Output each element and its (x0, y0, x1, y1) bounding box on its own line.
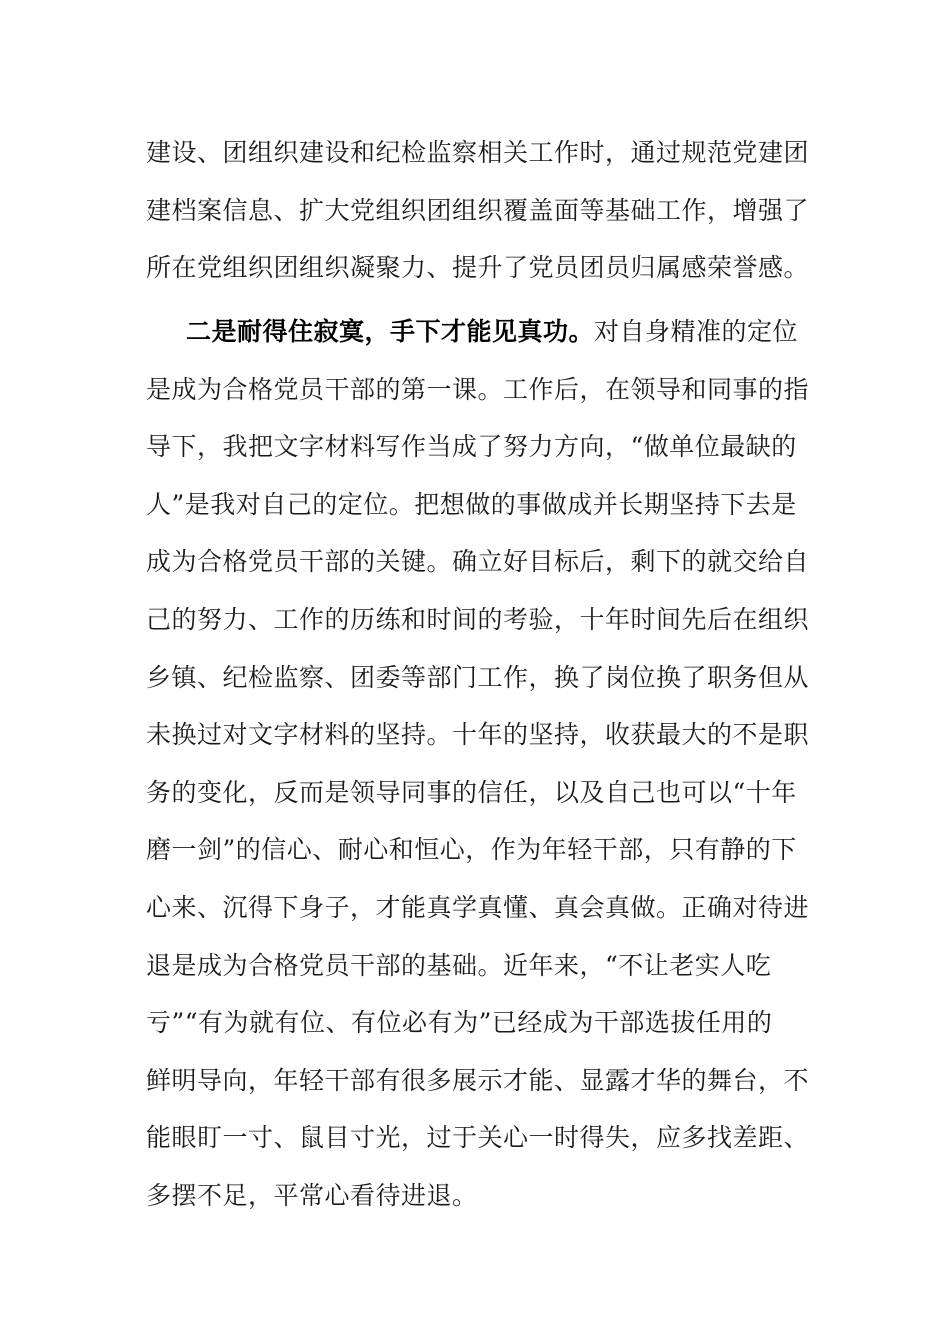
paragraph-first-line (146, 303, 818, 361)
paragraph-line: 人”是我对自己的定位。把想做的事做成并长期坚持下去是 (146, 489, 797, 519)
paragraph-line: 己的努力、工作的历练和时间的考验，十年时间先后在组织 (146, 604, 810, 634)
paragraph-line: 建档案信息、扩大党组织团组织覆盖面等基础工作，增强了 (146, 195, 810, 225)
paragraph-line: 多摆不足，平常心看待进退。 (146, 1180, 478, 1210)
paragraph-line: 导下，我把文字材料写作当成了努力方向，“做单位最缺的 (146, 432, 797, 462)
paragraph-1 (146, 124, 818, 297)
paragraph-2 (146, 303, 818, 1225)
paragraph-line: 磨一剑”的信心、耐心和恒心，作为年轻干部，只有静的下 (146, 835, 797, 865)
paragraph-line: 乡镇、纪检监察、团委等部门工作，换了岗位换了职务但从 (146, 662, 810, 692)
paragraph-first-line-text: 对自身精准的定位 (594, 317, 799, 346)
paragraph-line: 建设、团组织建设和纪检监察相关工作时，通过规范党建团 (146, 138, 810, 167)
paragraph-line: 鲜明导向，年轻干部有很多展示才能、显露才华的舞台，不 (146, 1065, 810, 1095)
paragraph-line: 是成为合格党员干部的第一课。工作后，在领导和同事的指 (146, 374, 810, 404)
paragraph-line: 务的变化，反而是领导同事的信任，以及自己也可以“十年 (146, 777, 797, 807)
paragraph-line: 所在党组织团组织凝聚力、提升了党员团员归属感荣誉感。 (146, 253, 810, 283)
paragraph-line: 心来、沉得下身子，才能真学真懂、真会真做。正确对待进 (146, 892, 810, 922)
paragraph-line: 成为合格党员干部的关键。确立好目标后，剩下的就交给自 (146, 547, 810, 577)
paragraph-heading: 二是耐得住寂寞，手下才能见真功。 (186, 317, 595, 346)
paragraph-line: 退是成为合格党员干部的基础。近年来，“不让老实人吃 (146, 950, 772, 980)
paragraph-line: 能眼盯一寸、鼠目寸光，过于关心一时得失，应多找差距、 (146, 1123, 810, 1153)
paragraph-line: 未换过对文字材料的坚持。十年的坚持，收获最大的不是职 (146, 720, 810, 750)
paragraph-line: 亏”“有为就有位、有位必有为”已经成为干部选拔任用的 (146, 1008, 773, 1038)
